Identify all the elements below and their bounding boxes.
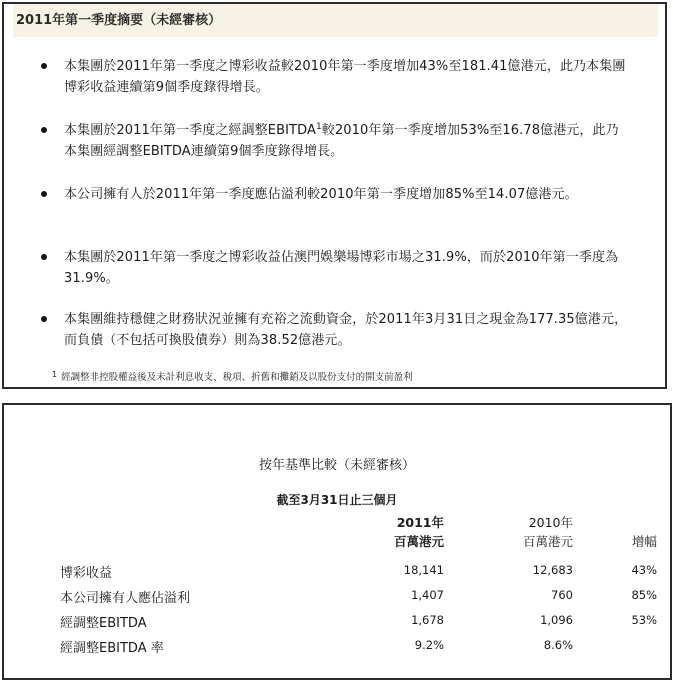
bullet-icon (41, 63, 47, 69)
col-change: 增幅 (631, 534, 657, 549)
row-label: 博彩收益 (60, 566, 113, 581)
period-header: 截至3月31日止三個月 (276, 493, 398, 507)
bullet-text: 本公司擁有人於2011年第一季度應佔溢利較2010年第一季度增加85%至14.07億港元。 (64, 187, 578, 202)
cell-2011: 18,141 (403, 563, 444, 577)
col-2011-unit: 百萬港元 (393, 534, 444, 549)
col-2010-year: 2010年 (528, 515, 573, 530)
bullet-icon (41, 191, 47, 197)
row-label: 經調整EBITDA 率 (60, 641, 164, 656)
cell-2011: 1,407 (411, 588, 444, 602)
cell-2011: 9.2% (414, 638, 444, 652)
footnote-text: 經調整非控股權益後及未計利息收支、稅項、折舊和攤銷及以股份支付的開支前盈利 (61, 372, 413, 383)
bullet-text (64, 120, 629, 162)
comparison-panel (2, 403, 672, 680)
bullet-text-post: 較2010年第一季度增加53%至16.78億港元，此乃本集團經調整EBITDA連續第9個季度錄得增長。 (64, 123, 619, 159)
bullet-icon (41, 316, 47, 322)
cell-2010: 8.6% (543, 638, 573, 652)
bullet-text: 本集團於2011年第一季度之博彩收益較2010年第一季度增加43%至181.41億港元，此乃本集團博彩收益連續第9個季度錄得增長。 (64, 59, 626, 95)
cell-change: 53% (631, 613, 657, 627)
footnote (52, 368, 413, 385)
footnote-ref: 1 (315, 122, 322, 132)
col-2011-year: 2011年 (396, 515, 444, 530)
bullet-text: 本集團維持穩健之財務狀況並擁有充裕之流動資金，於2011年3月31日之現金為177.35億港元，而負債（不包括可換股債券）則為38.52億港元。 (64, 312, 628, 348)
highlights-title: 2011年第一季度摘要（未經審核） (13, 4, 658, 37)
footnote-mark: 1 (52, 370, 58, 379)
cell-2010: 760 (551, 588, 573, 602)
comparison-title: 按年基準比較（未經審核） (258, 458, 415, 473)
row-label: 經調整EBITDA (60, 616, 147, 631)
cell-change: 43% (631, 563, 657, 577)
bullet-icon (41, 254, 47, 260)
col-2010-unit: 百萬港元 (522, 534, 573, 549)
cell-change: 85% (631, 588, 657, 602)
bullet-text-pre: 本集團於2011年第一季度之經調整EBITDA (64, 123, 316, 138)
row-label: 本公司擁有人應佔溢利 (60, 591, 191, 606)
cell-2011: 1,678 (411, 613, 444, 627)
cell-2010: 1,096 (540, 613, 573, 627)
highlights-panel (2, 2, 667, 389)
bullet-icon (41, 127, 47, 133)
bullet-text: 本集團於2011年第一季度之博彩收益佔澳門娛樂場博彩市場之31.9%，而於2010年第一季度為31.9%。 (64, 250, 619, 286)
cell-2010: 12,683 (532, 563, 573, 577)
